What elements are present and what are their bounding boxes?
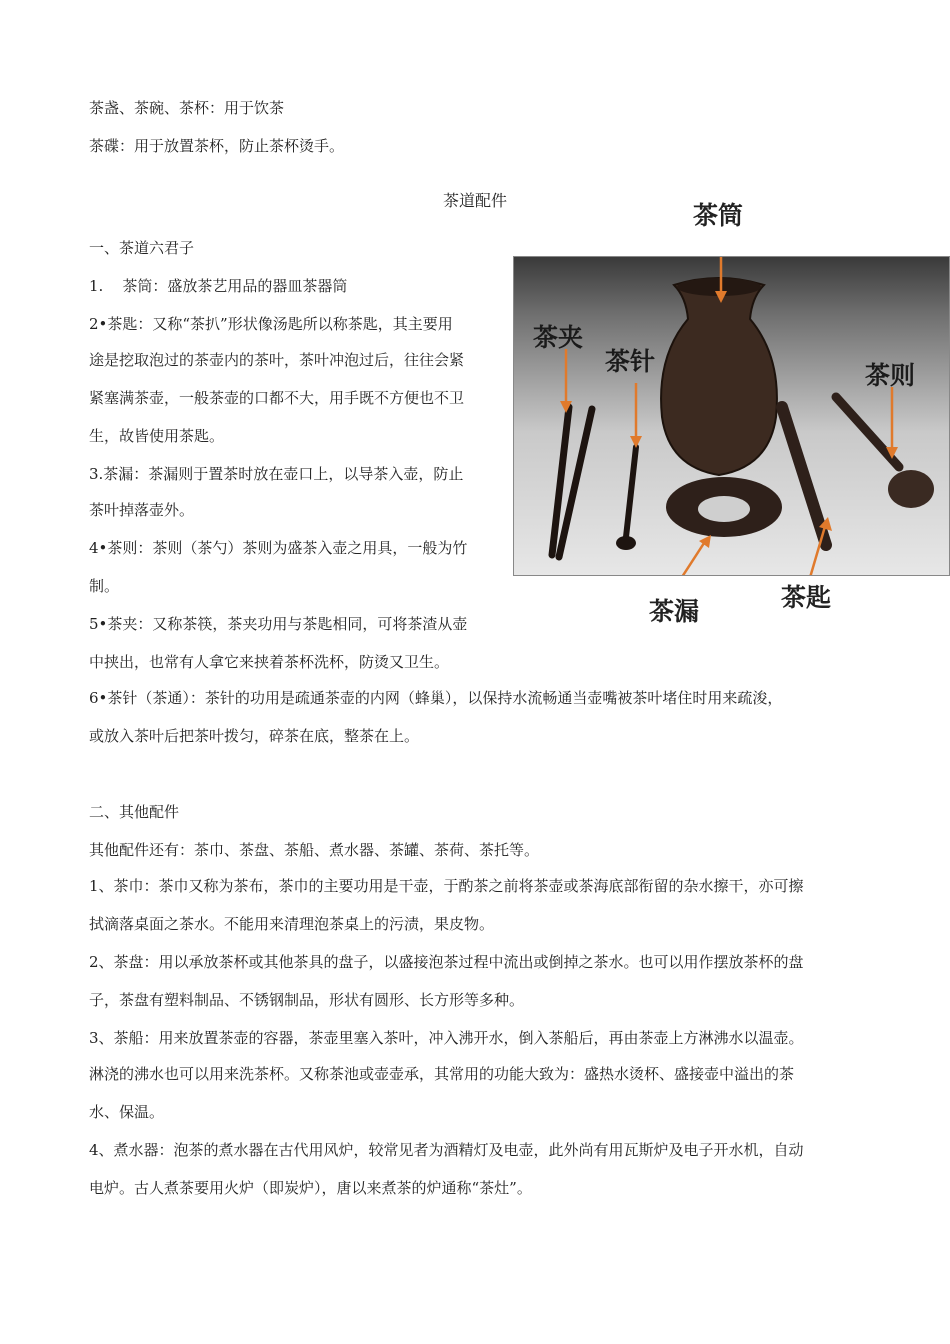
text-line: 茶叶掉落壶外。 [89,501,195,519]
text-line: 1、茶巾：茶巾又称为茶布，茶巾的主要功用是干壶，于酌茶之前将茶壶或茶海底部衔留的杂水擦干，亦可擦 [89,877,804,895]
part1-heading: 一、茶道六君子 [89,239,195,257]
text-line: 4•茶则：茶则（茶勺）茶则为盛茶入壶之用具，一般为竹 [89,539,468,557]
label-tea-scoop: 茶则 [865,361,916,390]
text-line: 生，故皆使用茶匙。 [89,427,225,445]
tea-needle-shape [626,447,636,537]
text-line: 子，茶盘有塑料制品、不锈钢制品，形状有圆形、长方形等多种。 [89,991,525,1009]
arrow-lou [682,540,706,576]
text-line: 5•茶夹：又称茶筷，茶夹功用与茶匙相同，可将茶渣从壶 [89,615,468,633]
text-line: 茶盏、茶碗、茶杯：用于饮茶 [89,99,285,117]
text-line: 水、保温。 [89,1103,165,1121]
tea-utensils-illustration [514,257,950,576]
label-tea-tongs: 茶夹 [533,323,584,352]
tea-spoon-shape [782,407,826,545]
text-line: 途是挖取泡过的茶壶内的茶叶，茶叶冲泡过后，往往会紧 [89,351,465,369]
tea-utensils-figure [513,190,950,630]
text-line: 2、茶盘：用以承放茶杯或其他茶具的盘子，以盛接泡茶过程中流出或倒掉之茶水。也可以用作摆放茶杯的盘 [89,953,804,971]
text-line: 拭滴落桌面之茶水。不能用来清理泡茶桌上的污渍，果皮物。 [89,915,495,933]
text-line: 茶碟：用于放置茶杯，防止茶杯烫手。 [89,137,345,155]
tea-tongs-shape [552,407,592,557]
text-line: 1. 茶筒：盛放茶艺用品的器皿茶器筒 [89,277,348,295]
tea-canister-shape [661,278,777,475]
text-line: 中挟出，也常有人拿它来挟着茶杯洗杯，防烫又卫生。 [89,653,450,671]
part2-heading: 二、其他配件 [89,803,180,821]
section-title: 茶道配件 [442,191,507,210]
text-line: 其他配件还有：茶巾、茶盘、茶船、煮水器、茶罐、茶荷、茶托等。 [89,841,540,859]
text-line: 电炉。古人煮茶要用火炉（即炭炉），唐以来煮茶的炉通称“茶灶”。 [89,1179,532,1197]
tea-scoop-shape [836,397,899,467]
text-line: 3、茶船：用来放置茶壶的容器，茶壶里塞入茶叶，冲入沸开水，倒入茶船后，再由茶壶上方淋沸水以温壶。 [89,1029,804,1047]
text-line: 4、煮水器：泡茶的煮水器在古代用风炉，较常见者为酒精灯及电壶，此外尚有用瓦斯炉及电子开水机，自动 [89,1141,804,1159]
text-line: 或放入茶叶后把茶叶拨匀，碎茶在底，整茶在上。 [89,727,420,745]
text-line: 3.茶漏：茶漏则于置茶时放在壶口上，以导茶入壶，防止 [89,465,464,483]
label-tea-spoon: 茶匙 [781,583,832,612]
text-line: 6•茶针（茶通）：茶针的功用是疏通茶壶的内网（蜂巢），以保持水流畅通当壶嘴被茶叶堵住时用来疏浚， [89,689,783,707]
tea-utensils-photo [513,256,950,576]
text-line: 2•茶匙：又称“茶扒”形状像汤匙所以称茶匙，其主要用 [89,315,453,333]
label-tea-canister: 茶筒 [693,201,744,230]
label-tea-needle: 茶针 [605,347,656,376]
text-line: 紧塞满茶壶，一般茶壶的口都不大，用手既不方便也不卫 [89,389,465,407]
label-tea-funnel: 茶漏 [649,597,700,626]
text-line: 淋浇的沸水也可以用来洗茶杯。又称茶池或壶壶承，其常用的功能大致为：盛热水烫杯、盛接壶中溢出的茶 [89,1065,795,1083]
text-line: 制。 [89,577,120,595]
